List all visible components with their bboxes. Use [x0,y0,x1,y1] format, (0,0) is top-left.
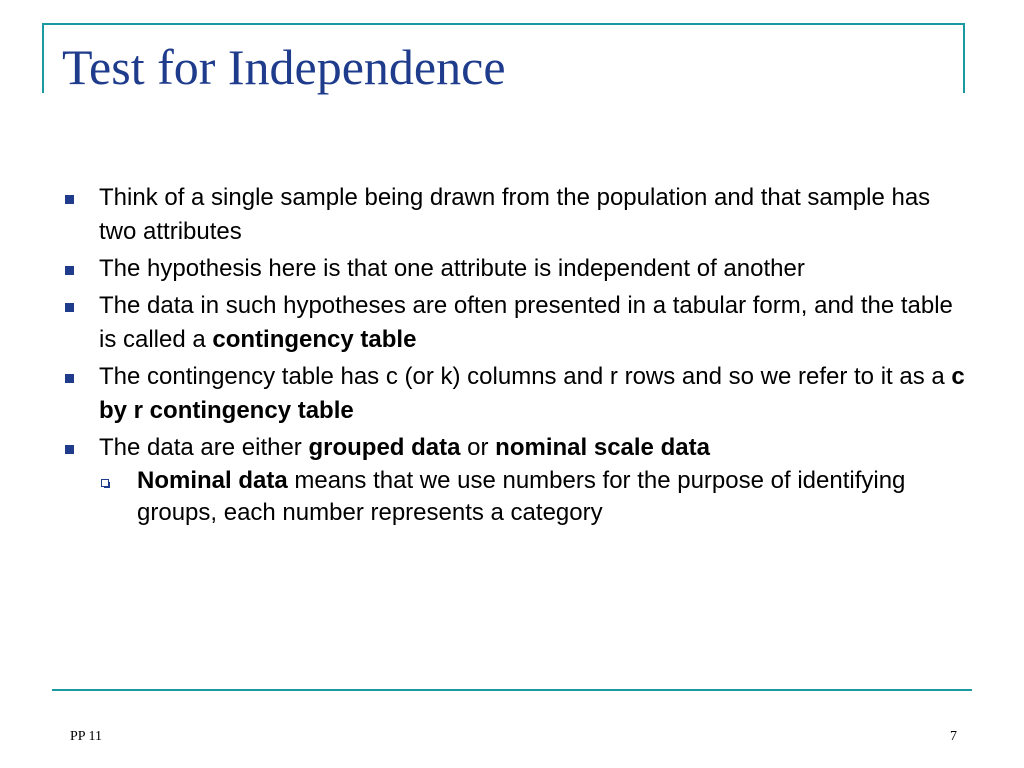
sub-bullet-text: means that we use numbers for the purpose of identifying groups, each number represents a category [137,467,906,526]
bullet-item [60,181,970,249]
footer-rule [52,689,972,691]
sub-bullet-item [99,465,970,529]
sub-bullet-list [99,465,970,529]
bullet-item [60,289,970,357]
right-frame-rule [963,23,965,93]
bullet-text: The contingency table has c (or k) columns and r rows and so we refer to it as a [99,363,952,390]
square-bullet-icon [65,266,74,275]
bullet-text: The data are either [99,434,309,461]
bullet-bold-term: c by r contingency table [99,363,965,424]
sub-bullet-bold-term: Nominal data [137,467,288,494]
square-bullet-icon [65,303,74,312]
footer-label: PP 11 [70,729,103,744]
bullet-bold-term: contingency table [212,326,417,353]
hollow-square-bullet-icon [101,479,109,487]
bullet-item [60,252,970,286]
square-bullet-icon [65,445,74,454]
bullet-text: Think of a single sample being drawn from the population and that sample has two attributes [99,184,931,245]
square-bullet-icon [65,374,74,383]
left-frame-rule [42,23,44,93]
bullet-text: The hypothesis here is that one attribute is independent of another [99,255,805,282]
page-number: 7 [950,729,957,744]
square-bullet-icon [65,195,74,204]
top-frame-rule [42,23,965,25]
bullet-bold-term: nominal scale data [495,434,710,461]
bullet-text: or [460,434,496,461]
bullet-item [60,360,970,428]
bullet-text: The data in such hypotheses are often presented in a tabular form, and the table is called a [99,292,953,353]
bullet-list [60,181,970,532]
slide-title: Test for Independence [62,39,506,95]
bullet-bold-term: grouped data [308,434,461,461]
bullet-item [60,431,970,529]
